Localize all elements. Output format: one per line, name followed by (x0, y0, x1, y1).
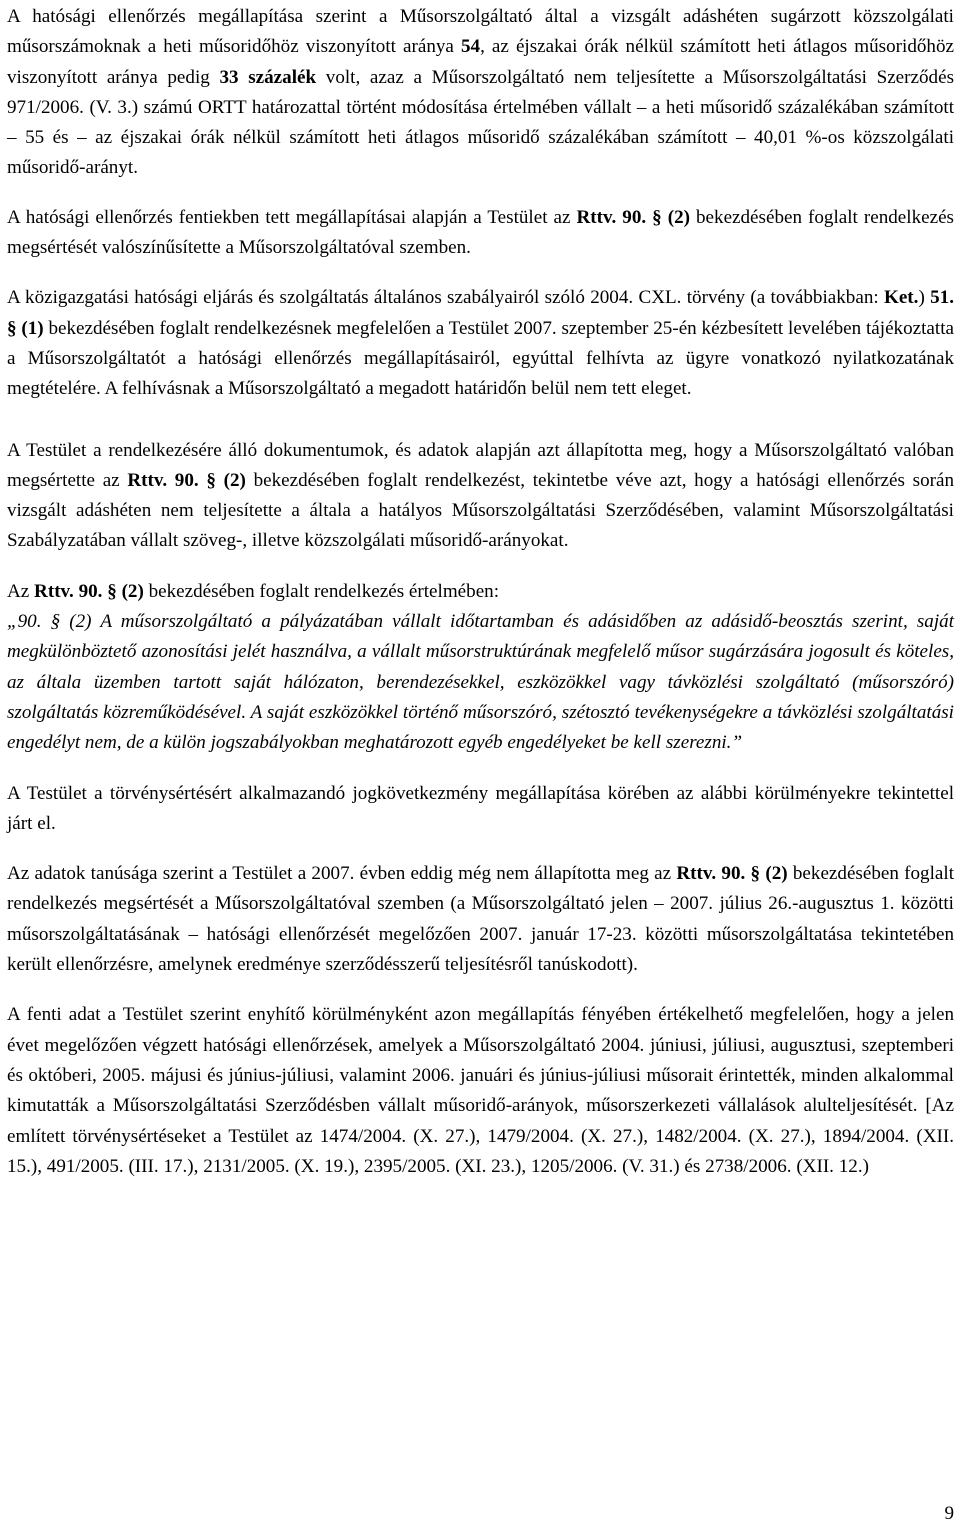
bold-text-segment: § (2) (206, 469, 246, 491)
paragraph-ket-notice (7, 283, 954, 404)
bold-text-segment: Rttv. 90. (34, 580, 103, 602)
text-segment: Az (7, 580, 35, 602)
text-segment: bekezdésében foglalt rendelkezésnek megfelelően a Testület 2007. szeptember 25-én kézbesített levelében tájékoztatta a Műsorszolgáltatót a hatósági ellenőrzés megállapításairól, egyúttal felhívta az ügyre vonatkozó nyilatkozatának megtételére. A felhívásnak a Műsorszolgáltató a megadott határidőn belül nem tett eleget. (7, 317, 954, 400)
text-segment: ) (918, 287, 931, 309)
document-page (7, 2, 954, 1182)
text-segment: „90. § (2) A műsorszolgáltató a pályázatában vállalt időtartamban és adásidőben az adásidő-beosztás szerint, saját megkülönböztető azonosítási jelét használva, a vállalt műsorstruktúrának megfelelő műsor sugárzására jogosult és köteles, az általa üzemben tartott saját hálózaton, berendezésekkel, eszközökkel vagy távközlési szolgáltató (műsorszóró) szolgáltatás közreműködésével. A saját eszközökkel történő műsorszóró, szétosztó tevékenységekre a távközlési szolgáltatási engedélyt nem, de a külön jogszabályokban meghatározott egyéb engedélyeket be kell szerezni.” (7, 611, 954, 754)
text-segment: bekezdésében foglalt rendelkezést, tekintetbe véve azt, hogy a hatósági ellenőrzés során vizsgált adáshéten nem teljesítette a általa a hatályos Műsorszolgáltatási Szerződésében, valamint Műsorszolgáltatási Szabályzatában vállalt szöveg-, illetve közszolgálati műsoridő-arányokat. (7, 469, 954, 552)
paragraph-inspection-findings (7, 2, 954, 184)
paragraph-rttv-intro (7, 577, 954, 607)
bold-text-segment: 54 (460, 36, 481, 58)
bold-text-segment: Rttv. 90. (576, 206, 647, 228)
page-number: 9 (944, 1503, 954, 1524)
bold-text-segment: Ket. (883, 287, 919, 309)
text-segment: volt, azaz a Műsorszolgáltató nem teljesítette a Műsorszolgáltatási Szerződés 971/2006. (V. 3.) számú ORTT határozattal történt módosítása értelmében vállalt – a heti műsoridő százalékában számított – 55 és – az éjszakai órák nélkül számított heti átlagos műsoridő százalékában számított – 40,01 %-os közszolgálati műsoridő-arányt. (7, 66, 954, 179)
text-segment: bekezdésében foglalt rendelkezés értelmében: (143, 580, 500, 602)
paragraph-board-finding (7, 436, 954, 557)
text-segment: A közigazgatási hatósági eljárás és szolgáltatás általános szabályairól szóló 2004. CXL. törvény (a továbbiakban: (7, 287, 884, 309)
bold-text-segment: Rttv. 90. (676, 863, 746, 885)
bold-text-segment: § (2) (750, 863, 788, 885)
text-segment: A hatósági ellenőrzés fentiekben tett megállapításai alapján a Testület az (7, 206, 577, 228)
paragraph-mitigating-circumstance (7, 1000, 954, 1182)
text-segment: A Testület a rendelkezésére álló dokumentumok, és adatok alapján azt állapította meg, hogy a Műsorszolgáltató valóban megsértette az (7, 439, 954, 491)
bold-text-segment: Rttv. 90. (127, 469, 199, 491)
text-segment: A Testület a törvénysértésért alkalmazandó jogkövetkezmény megállapítása körében az alábbi körülményekre tekintettel járt el. (7, 782, 954, 834)
bold-text-segment: 33 százalék (219, 66, 317, 88)
paragraph-violation-presumed (7, 203, 954, 264)
paragraph-sanction-circumstances (7, 779, 954, 840)
text-segment: , az éjszakai órák nélkül számított heti átlagos műsoridőhöz viszonyított aránya pedig (7, 36, 954, 88)
bold-text-segment: § (2) (652, 206, 690, 228)
paragraph-data-evidence (7, 859, 954, 980)
paragraph-rttv-quote (7, 607, 954, 758)
text-segment: A hatósági ellenőrzés megállapítása szerint a Műsorszolgáltató által a vizsgált adáshéten sugárzott közszolgálati műsorszámoknak a heti műsoridőhöz viszonyított aránya (7, 6, 954, 58)
text-segment: Az adatok tanúsága szerint a Testület a 2007. évben eddig még nem állapította meg az (7, 863, 677, 885)
bold-text-segment: § (2) (107, 580, 144, 602)
text-segment: bekezdésében foglalt rendelkezés megsértését valószínűsítette a Műsorszolgáltatóval szemben. (7, 206, 954, 259)
bold-text-segment: 51. (930, 287, 954, 309)
bold-text-segment: § (1) (7, 317, 44, 339)
text-segment: bekezdésében foglalt rendelkezés megsértését a Műsorszolgáltatóval szemben (a Műsorszolgáltató jelen – 2007. július 26.-augusztus 1. közötti műsorszolgáltatásának – hatósági ellenőrzését megelőzően 2007. január 17-23. közötti műsorszolgáltatása tekintetében került ellenőrzésre, amelynek eredménye szerződésszerű teljesítésről tanúskodott). (7, 863, 954, 976)
text-segment: A fenti adat a Testület szerint enyhítő körülményként azon megállapítás fényében értékelhető megfelelően, hogy a jelen évet megelőzően végzett hatósági ellenőrzések, amelyek a Műsorszolgáltató 2004. júniusi, júliusi, augusztusi, szeptemberi és októberi, 2005. májusi és június-júliusi, valamint 2006. januári és június-júliusi műsorait érintették, minden alkalommal kimutatták a Műsorszolgáltatási Szerződésben vállalt műsoridő-arányok, műsorszerkezeti vállalások alulteljesítését. [Az említett törvénysértéseket a Testület az 1474/2004. (X. 27.), 1479/2004. (X. 27.), 1482/2004. (X. 27.), 1894/2004. (XII. 15.), 491/2005. (III. 17.), 2131/2005. (X. 19.), 2395/2005. (XI. 23.), 1205/2006. (V. 31.) és 2738/2006. (XII. 12.) (7, 1004, 954, 1177)
